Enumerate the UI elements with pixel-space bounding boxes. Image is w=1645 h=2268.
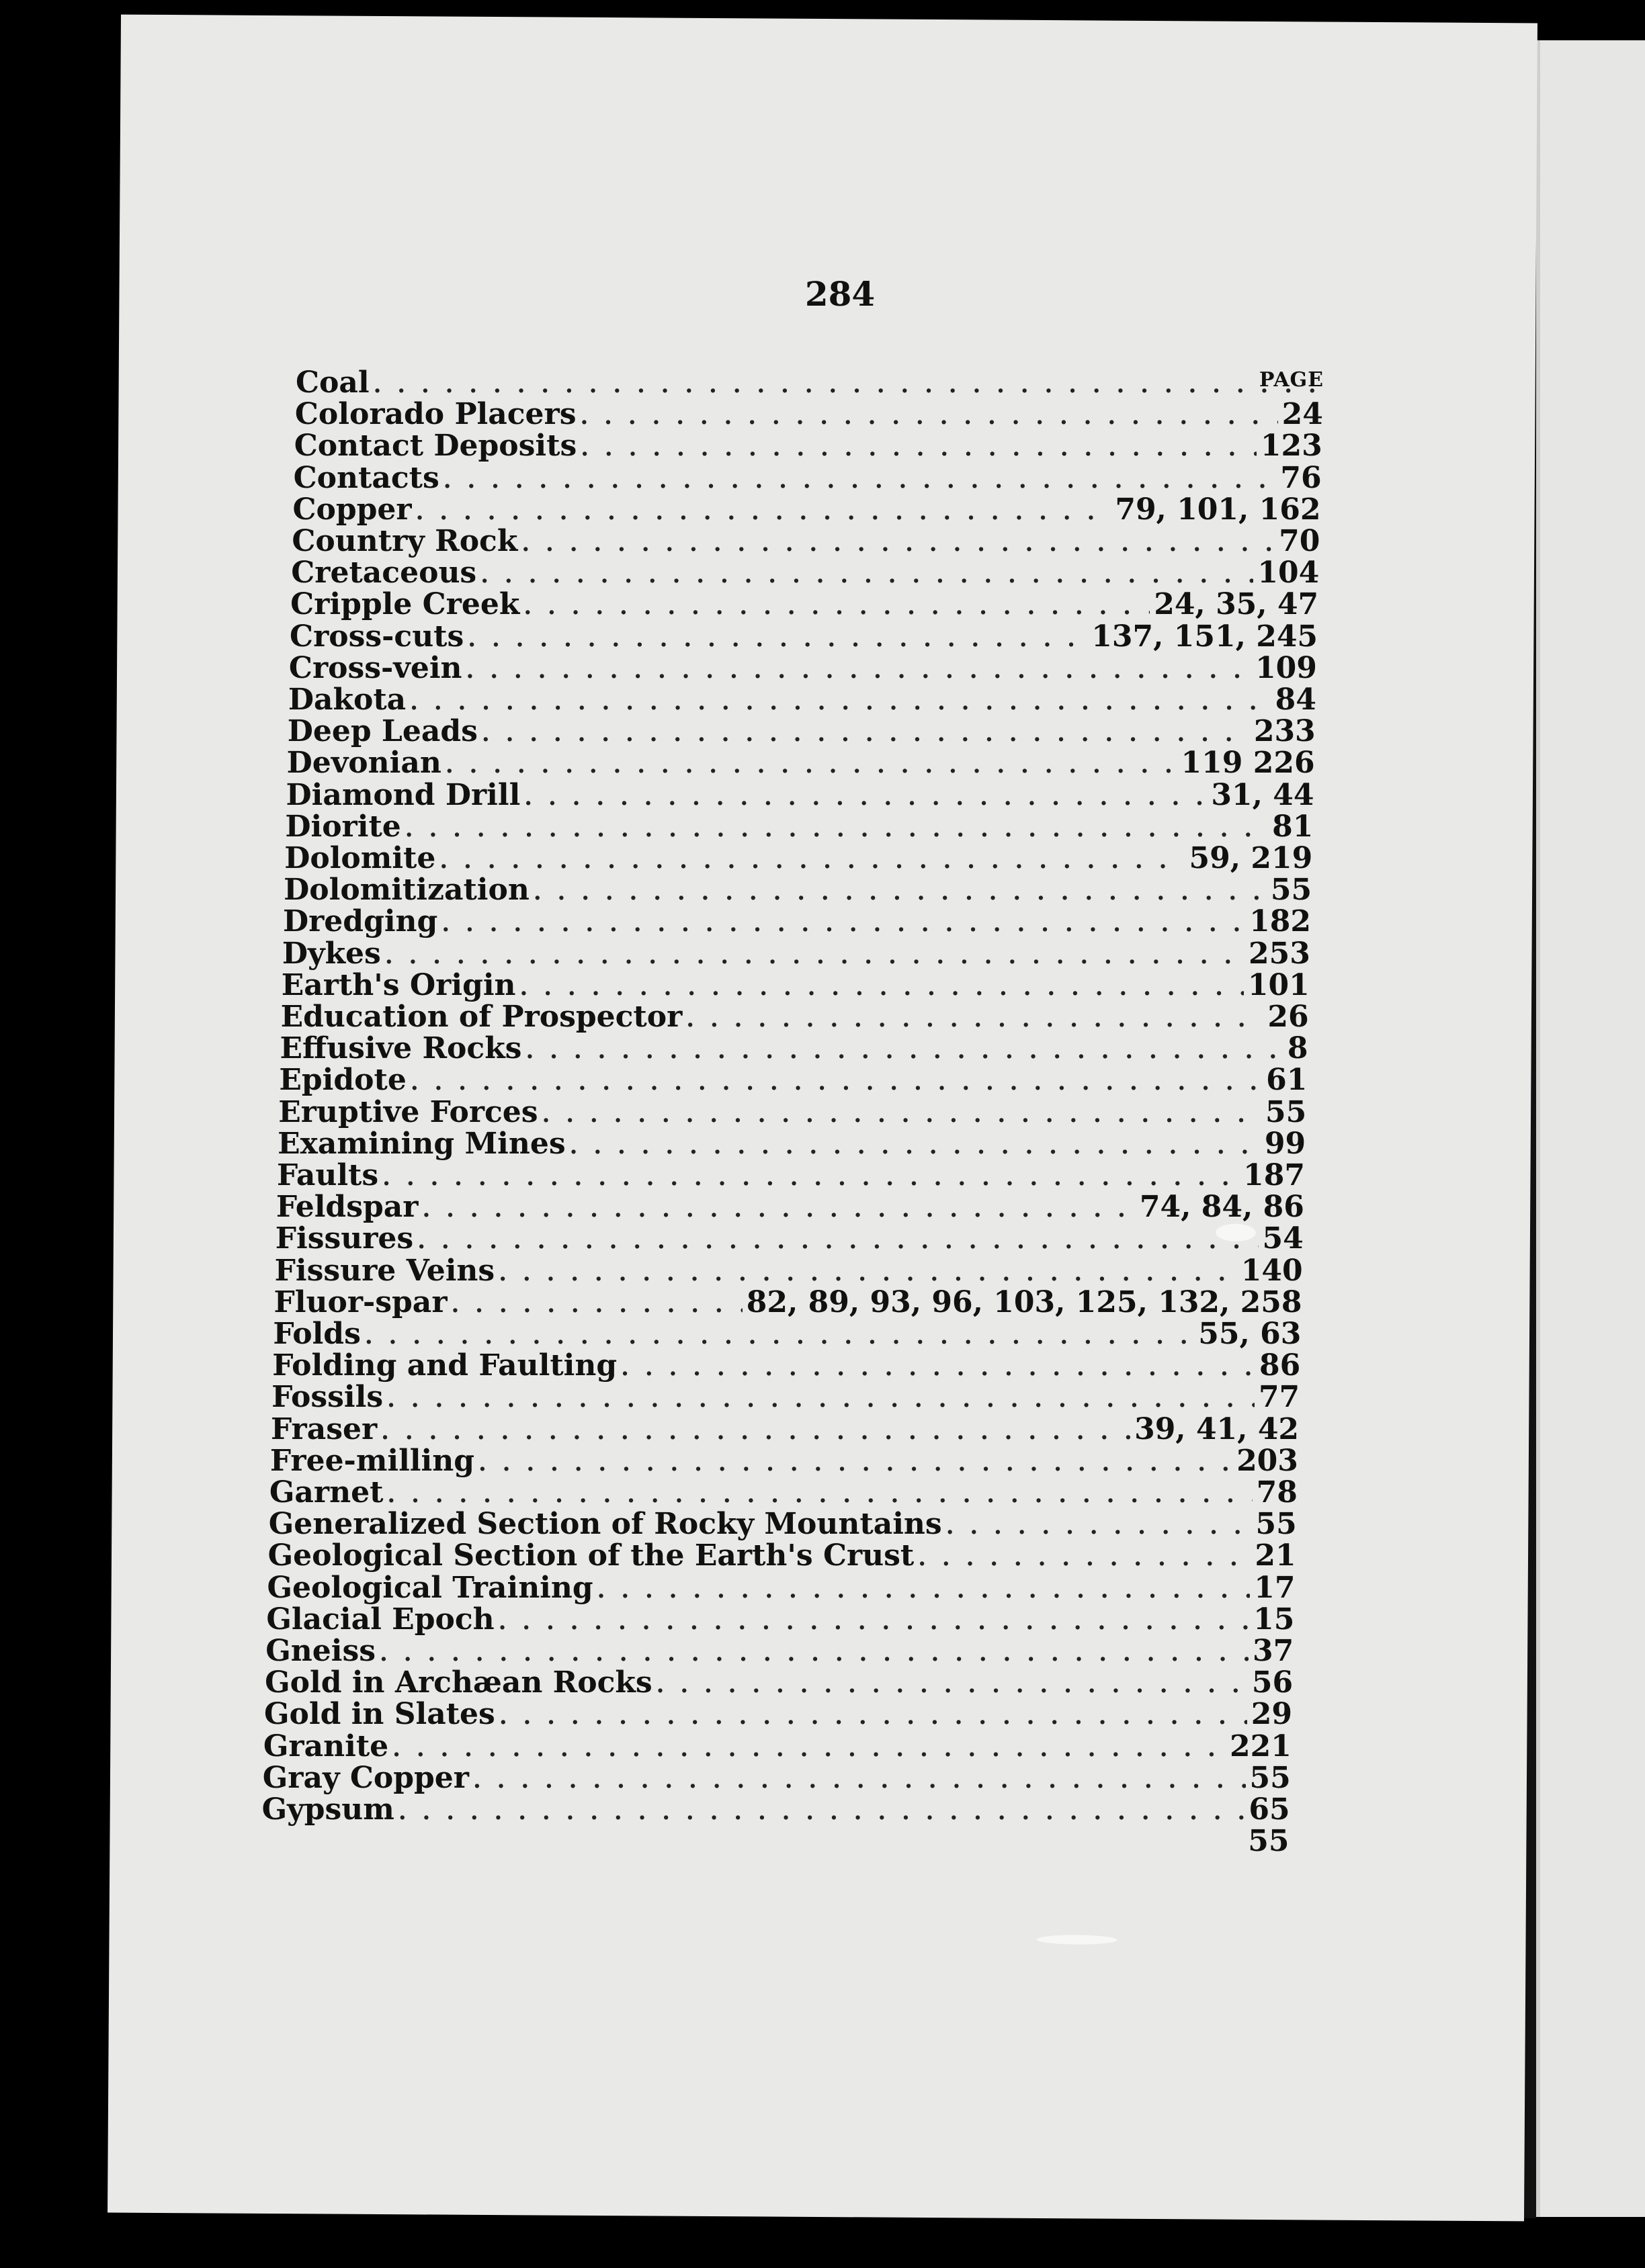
dot-leader [398,1796,1245,1828]
index-term: Gray Copper [262,1760,469,1795]
index-term: Faults [277,1158,379,1192]
index-entry [272,1350,1300,1381]
index-term: Devonian [286,746,441,781]
index-entry [290,588,1318,620]
dot-leader [374,369,1320,401]
index-entry [271,1381,1300,1413]
index-term: Cross-cuts [290,619,464,654]
adjacent-page [1536,40,1645,2217]
index-term: Feldspar [276,1190,419,1225]
index-page-refs: 109 [1255,650,1317,685]
index-page-refs: 31, 44 [1211,777,1314,812]
index-entry [275,1255,1303,1286]
index-page-refs: 82, 89, 93, 96, 103, 125, 132, 258 [746,1284,1302,1319]
dot-leader [381,1416,1130,1448]
index-entry [263,1731,1292,1762]
index-entry [268,1540,1296,1571]
index-page-refs: 55 [1265,1094,1307,1129]
dot-leader [380,1638,1249,1669]
index-term: Examining Mines [278,1126,566,1161]
index-entry [294,462,1322,494]
index-entry [273,1318,1301,1350]
index-term: Fossils [271,1380,384,1415]
dot-leader [441,908,1245,940]
index-entry [293,494,1321,525]
dot-leader [405,814,1268,845]
index-entry [294,430,1322,462]
index-entry [271,1413,1299,1445]
index-page-refs: 8 [1287,1031,1308,1066]
index-term: Dolomite [284,841,436,875]
index-term: Generalized Section of Rocky Mountains [268,1507,942,1542]
index-term: Education of Prospector [280,1000,683,1034]
index-term: Cretaceous [291,556,477,591]
index-page-refs: 24 [1281,397,1323,432]
index-term: Cripple Creek [290,587,520,622]
index-term: Diorite [285,809,401,844]
index-entry [276,1191,1304,1223]
page-column-label: PAGE [1259,368,1324,392]
index-entry [296,367,1324,398]
index-page-refs: 78 [1256,1475,1298,1510]
index-entry [264,1698,1292,1730]
index-page-refs: 74, 84, 86 [1139,1190,1304,1225]
index-entry [290,621,1318,652]
dot-leader [446,750,1177,781]
dot-leader [478,1448,1232,1479]
index-entry [265,1635,1294,1667]
index-entry [279,1064,1307,1096]
index-entry [284,842,1312,874]
dot-leader [597,1575,1251,1606]
index-term: Earth's Origin [281,967,516,1002]
dot-leader [542,1099,1261,1131]
page-number: 284 [804,274,876,314]
index-page-refs: 37 [1252,1634,1294,1668]
index-term: Gold in Archæan Rocks [265,1665,652,1700]
index-page-refs: 55 [1270,873,1312,908]
index-entry [263,1762,1291,1794]
dot-leader [570,1131,1261,1162]
dot-leader [387,1479,1252,1511]
index-entry [270,1445,1298,1477]
index-entry [261,1825,1289,1857]
dot-leader [657,1669,1248,1701]
dot-leader [520,972,1244,1004]
index-term: Geological Training [267,1570,593,1605]
index-entry [288,715,1316,747]
dot-leader [499,1701,1247,1733]
index-term: Fraser [271,1411,378,1446]
index-term: Colorado Placers [294,397,577,432]
index-term: Country Rock [292,524,518,558]
index-term: Gneiss [265,1634,376,1668]
dot-leader [392,1733,1226,1765]
index-page-refs: 81 [1272,809,1314,844]
index-page-refs: 253 [1248,936,1310,971]
dot-leader [534,877,1267,908]
index-term: Diamond Drill [286,777,521,812]
index-page-refs: 17 [1254,1570,1296,1605]
index-term: Cross-vein [288,650,462,685]
index-term: Folds [273,1317,361,1351]
index-page-refs: 56 [1251,1665,1294,1700]
index-entries [261,365,1331,1859]
index-entry [276,1223,1304,1254]
index-term: Dredging [282,904,438,939]
index-entry [282,969,1310,1001]
index-page-refs: 104 [1257,556,1320,591]
index-entry [280,1033,1308,1064]
index-term: Epidote [279,1063,407,1098]
index-page-refs: 137, 151, 245 [1091,619,1318,654]
dot-leader [581,401,1278,433]
index-entry [274,1286,1302,1318]
index-term: Eruptive Forces [278,1094,538,1129]
index-page-refs: 221 [1229,1729,1292,1763]
dot-leader [480,560,1253,591]
index-entry [283,906,1311,937]
index-entry [291,556,1320,591]
dot-leader [581,433,1257,464]
dot-leader [499,1606,1249,1638]
index-entry [267,1572,1295,1604]
index-page-refs: 140 [1240,1253,1303,1288]
dot-leader [417,1225,1258,1257]
dot-leader [382,1162,1239,1194]
index-term: Dykes [282,936,381,971]
index-page-refs: 77 [1258,1380,1300,1415]
index-page-refs: 26 [1267,1000,1309,1034]
index-term: Dolomitization [284,873,530,908]
index-page-refs: 24, 35, 47 [1154,587,1319,622]
index-entry [269,1508,1297,1540]
index-term: Garnet [269,1475,384,1510]
dot-leader [621,1352,1255,1384]
adjacent-page-edge [1536,40,1540,2217]
dot-leader [482,718,1250,750]
index-page-refs: 29 [1251,1697,1292,1732]
index-entry [265,1667,1293,1698]
dot-leader [523,591,1150,623]
index-term: Effusive Rocks [280,1031,522,1066]
index-term: Glacial Epoch [266,1602,495,1637]
index-page-refs: 55 [1249,1760,1291,1795]
index-entry [266,1604,1294,1635]
index-page-refs: 54 [1262,1221,1304,1256]
index-page-refs: 101 [1247,967,1310,1002]
index-page-refs: 123 [1260,429,1322,464]
dot-leader [521,528,1275,560]
index-term: Fissure Veins [274,1253,495,1288]
index-entry [281,1001,1309,1033]
index-term: Gypsum [261,1792,394,1827]
index-term: Dakota [288,683,407,717]
index-term: Folding and Faulting [272,1348,618,1383]
index-entry [295,398,1323,430]
index-page-refs: 79, 101, 162 [1115,492,1321,527]
index-page-refs: 55, 63 [1198,1317,1302,1351]
index-entry [292,525,1320,557]
index-page-refs: 99 [1264,1126,1306,1161]
index-page-refs: 187 [1243,1158,1305,1192]
index-page-refs: 65 [1249,1792,1290,1827]
index-page-refs: 86 [1259,1348,1301,1383]
index-page-refs: 233 [1253,714,1316,749]
index-entry [269,1477,1298,1508]
dot-leader [473,1765,1246,1796]
index-entry [289,652,1317,684]
index-page-refs: 203 [1236,1443,1298,1478]
dot-leader [439,845,1185,877]
dot-leader [444,465,1277,496]
index-page-refs: 70 [1279,524,1320,558]
index-page-refs: 55 [1255,1507,1297,1542]
dot-leader [365,1321,1194,1352]
dot-leader [416,496,1111,528]
index-entry [288,684,1316,715]
dot-leader [410,687,1271,718]
index-page-refs: 84 [1275,683,1316,717]
index-entry [286,779,1314,811]
paper-scuff [1036,1935,1117,1945]
index-term: Gold in Slates [263,1697,495,1732]
dot-leader [411,1067,1262,1098]
index-page-refs: 76 [1280,460,1322,495]
index-term: Granite [263,1729,389,1763]
index-entry [277,1160,1305,1191]
dot-leader [385,941,1245,972]
index-page-refs: 182 [1249,904,1311,939]
dot-leader [466,655,1252,687]
dot-leader [499,1258,1237,1289]
index-term: Contact Deposits [294,429,577,464]
index-term: Free-milling [269,1443,474,1478]
dot-leader [525,1035,1283,1067]
index-page-refs: 21 [1255,1538,1296,1573]
index-term: Geological Section of the Earth's Crust [267,1538,915,1573]
dot-leader [918,1542,1251,1574]
index-entry [287,747,1315,779]
index-term: Contacts [293,460,439,495]
dot-leader [452,1289,743,1321]
index-entry [278,1128,1306,1160]
index-page-refs: 61 [1266,1063,1308,1098]
index-entry [278,1096,1306,1128]
index-page-refs: 39, 41, 42 [1134,1411,1300,1446]
index-term: Coal [296,365,370,400]
index-entry [262,1794,1290,1825]
index-page-refs: 119 226 [1181,746,1315,781]
dot-leader [524,782,1207,814]
index-term: Fissures [275,1221,414,1256]
index-page-refs: 15 [1253,1602,1295,1637]
dot-leader [422,1194,1135,1225]
dot-leader [686,1004,1263,1035]
index-entry [282,938,1310,969]
index-entry [284,874,1312,906]
index-page-refs: 55 [1248,1824,1290,1859]
index-entry [285,811,1313,842]
index-page-refs: 59, 219 [1189,841,1313,875]
index-term: Copper [292,492,412,527]
dot-leader [468,623,1087,655]
index-term: Fluor-spar [273,1284,448,1319]
index-term: Deep Leads [287,714,478,749]
dot-leader [946,1511,1252,1542]
dot-leader [387,1384,1255,1415]
